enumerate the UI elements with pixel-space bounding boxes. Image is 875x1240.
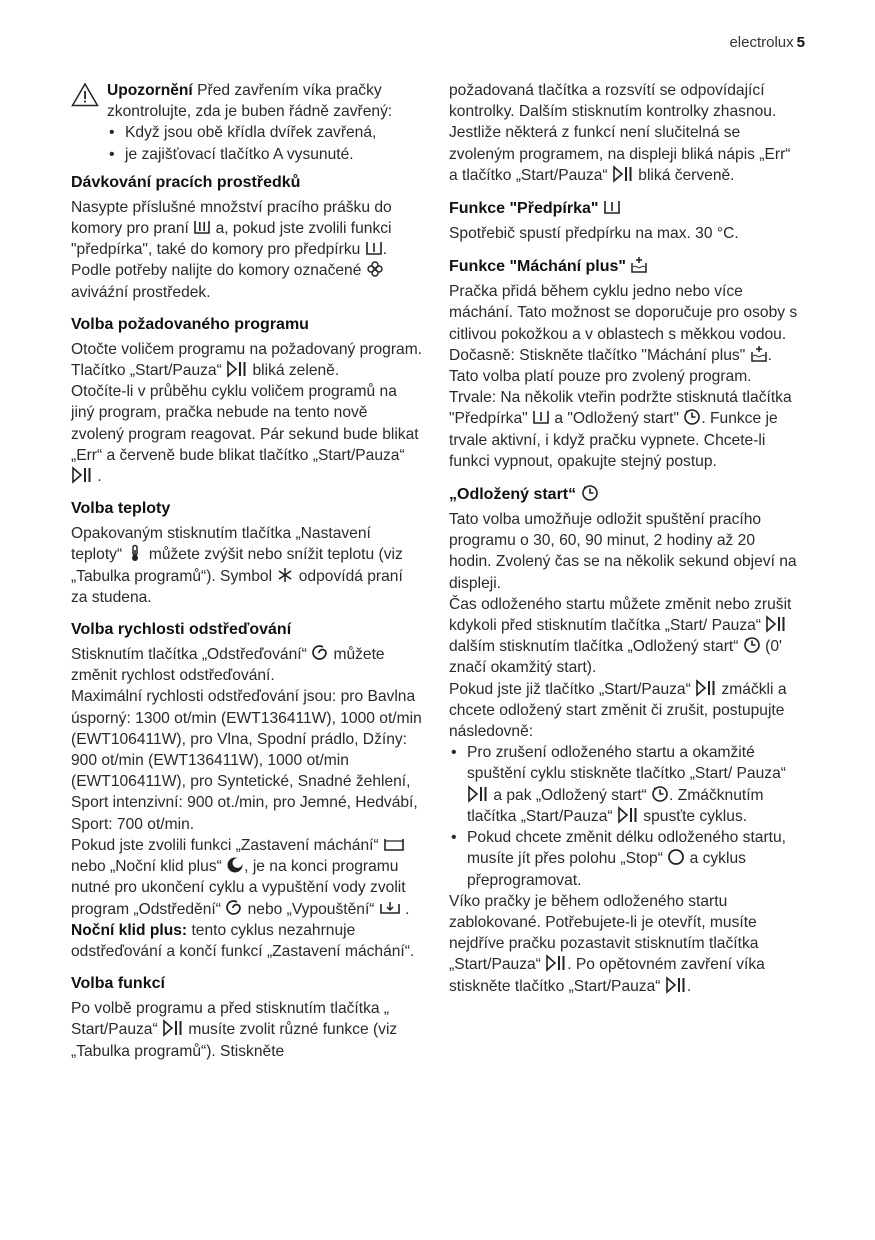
start-pause-icon	[162, 1019, 184, 1037]
paragraph: Trvale: Na několik vteřin podržte stisknutá tlačítka "Předpírka" a "Odložený start" . Funkce je trvale aktivní, i když pračku vypnete. Chcete-li funkci vypnout, opakujte stejný postup.	[449, 389, 792, 470]
section-title-temperature: Volba teploty	[71, 500, 171, 518]
paragraph: Spotřebič spustí předpírku na max. 30 °C.	[449, 225, 739, 243]
warning-text: Upozornění Před zavřením víka pračky zkontrolujte, zda je buben řádně zavřený:	[107, 82, 393, 121]
night-quiet-icon	[226, 856, 244, 874]
brand-name: electrolux	[729, 34, 794, 51]
paragraph: požadovaná tlačítka a rozsvítí se odpovídající kontrolky. Dalším stisknutím kontrolky zhasnou. Jestliže některá z funkcí není slučitelná se zvoleným programem, na displeji bliká nápis „Err“ a tlačítko „Start/Pauza“ bliká červeně.	[449, 82, 791, 184]
cold-wash-icon	[276, 566, 294, 584]
page-header	[729, 34, 805, 51]
spin-icon	[225, 899, 243, 917]
thermometer-icon	[126, 544, 144, 562]
page-number: 5	[796, 34, 805, 51]
paragraph: Čas odloženého startu můžete změnit nebo zrušit kdykoli před stisknutím tlačítka „Start/ Pauza“ dalším stisknutím tlačítka „Odložený start“ (0' značí okamžitý start).	[449, 595, 792, 677]
start-pause-icon	[545, 954, 567, 972]
paragraph: Dočasně: Stiskněte tlačítko "Máchání plus" . Tato volba platí pouze pro zvolený program.	[449, 346, 772, 386]
paragraph: Po volbě programu a před stisknutím tlačítka „ Start/Pauza“ musíte zvolit různé funkce (viz „Tabulka programů“). Stiskněte	[71, 1000, 398, 1060]
section-title-prewash: Funkce "Předpírka"	[449, 198, 801, 219]
section-title-functions: Volba funkcí	[71, 975, 165, 993]
paragraph: Víko pračky je během odloženého startu zablokované. Potřebujete-li je otevřít, musíte nejdříve pračku pozastavit stisknutím tlačítka „Start/Pauza“ . Po opětovném zavření víka stiskněte tlačítko „Start/Pauza“ .	[449, 892, 765, 995]
left-column	[71, 80, 423, 1062]
rinse-plus-icon	[750, 345, 768, 363]
right-column	[449, 80, 801, 997]
list-item: • je zajišťovací tlačítko A vysunuté.	[107, 144, 423, 165]
start-pause-icon	[765, 615, 787, 633]
start-pause-icon	[467, 785, 489, 803]
main-wash-icon	[193, 218, 211, 236]
start-pause-icon	[665, 976, 687, 994]
section-title-delay-start: „Odložený start“	[449, 484, 801, 505]
rinse-hold-icon	[383, 835, 405, 853]
section-title-spin: Volba rychlosti odstřeďování	[71, 621, 292, 639]
paragraph: Pokud jste zvolili funkci „Zastavení máchání“ nebo „Noční klid plus“ , je na konci programu nutné pro ukončení cyklu a vypuštění vody zvolit program „Odstředění“ nebo „Vypouštění“ .	[71, 836, 410, 918]
stop-icon	[667, 848, 685, 866]
start-pause-icon	[612, 165, 634, 183]
list-item: • Pokud chcete změnit délku odloženého startu, musíte jít přes polohu „Stop“ a cyklus přeprogramovat.	[449, 827, 801, 891]
paragraph: Nasypte příslušné množství pracího prášku do komory pro praní a, pokud jste zvolili funkci "předpírka", také do komory pro předpírku . Podle potřeby nalijte do komory označené aviváźní prostředek.	[71, 198, 392, 301]
paragraph: Pračka přidá během cyklu jedno nebo více máchání. Tato možnost se doporučuje pro osoby s citlivou pokožkou a v oblastech s měkkou vodou.	[449, 283, 798, 343]
paragraph: Tato volba umožňuje odložit spuštění pracího programu o 30, 60, 90 minut, 2 hodiny až 20 hodin. Zvolený čas se na několik sekund objeví na displeji.	[449, 511, 797, 592]
warning-title: Upozornění	[107, 82, 193, 99]
paragraph: Noční klid plus: tento cyklus nezahrnuje odstřeďování a končí funkcí „Zastavení máchání“.	[71, 921, 415, 960]
warning-list	[107, 122, 423, 164]
delay-start-icon	[683, 408, 701, 426]
prewash-icon	[532, 408, 550, 426]
section-title-program: Volba požadovaného programu	[71, 315, 309, 333]
paragraph: Pokud jste již tlačítko „Start/Pauza“ zmáčkli a chcete odložený start změnit či zrušit, postupujte následovně:	[449, 680, 787, 741]
start-pause-icon	[695, 679, 717, 697]
paragraph: Otočíte-li v průběhu cyklu voličem programů na jiný program, pračka nebude na tento nově zvolený program reagovat. Pár sekund bude blikat „Err“ a červeně bude blikat tlačítko „Start/Pauza“ .	[71, 383, 419, 486]
delay-start-icon	[581, 484, 599, 502]
delay-start-icon	[743, 636, 761, 654]
section-title-detergent: Dávkování pracích prostředků	[71, 173, 301, 191]
delay-start-icon	[651, 785, 669, 803]
drain-icon	[379, 899, 401, 917]
prewash-icon	[365, 239, 383, 257]
section-title-rinse-plus: Funkce "Máchání plus"	[449, 256, 801, 277]
softener-icon	[366, 260, 384, 278]
paragraph: Stisknutím tlačítka „Odstřeďování“ můžete změnit rychlost odstřeďování.	[71, 646, 385, 685]
paragraph: Otočte voličem programu na požadovaný program. Tlačítko „Start/Pauza“ bliká zeleně.	[71, 340, 423, 380]
paragraph: Opakovaným stisknutím tlačítka „Nastavení teploty“ můžete zvýšit nebo snížit teplotu (viz „Tabulka programů“). Symbol odpovídá praní za studena.	[71, 525, 403, 606]
list-item: • Když jsou obě křídla dvířek zavřená,	[107, 122, 423, 143]
list-item: • Pro zrušení odloženého startu a okamžité spuštění cyklu stiskněte tlačítko „Start/ Pauza“ a pak „Odložený start“ . Zmáčknutím tlačítka „Start/Pauza“ spusťte cyklus.	[449, 742, 801, 827]
start-pause-icon	[617, 806, 639, 824]
start-pause-icon	[226, 360, 248, 378]
delay-start-list	[449, 742, 801, 890]
warning-triangle-icon	[71, 82, 99, 107]
paragraph: Maximální rychlosti odstřeďování jsou: pro Bavlna úsporný: 1300 ot/min (EWT136411W), 1000 ot/min (EWT106411W), pro Vlna, Spodní prádlo, Džíny: 900 ot/min (EWT136411W), 1000 ot/min (EWT106411W), pro Syntetické, Snadné žehlení, Sport intenzivní: 900 ot./min, pro Jemné, Hedvábí, Sport: 700 ot/min.	[71, 688, 422, 833]
rinse-plus-icon	[630, 256, 648, 274]
start-pause-icon	[71, 466, 93, 484]
prewash-icon	[603, 198, 621, 216]
warning-block	[71, 80, 423, 165]
spin-icon	[311, 644, 329, 662]
